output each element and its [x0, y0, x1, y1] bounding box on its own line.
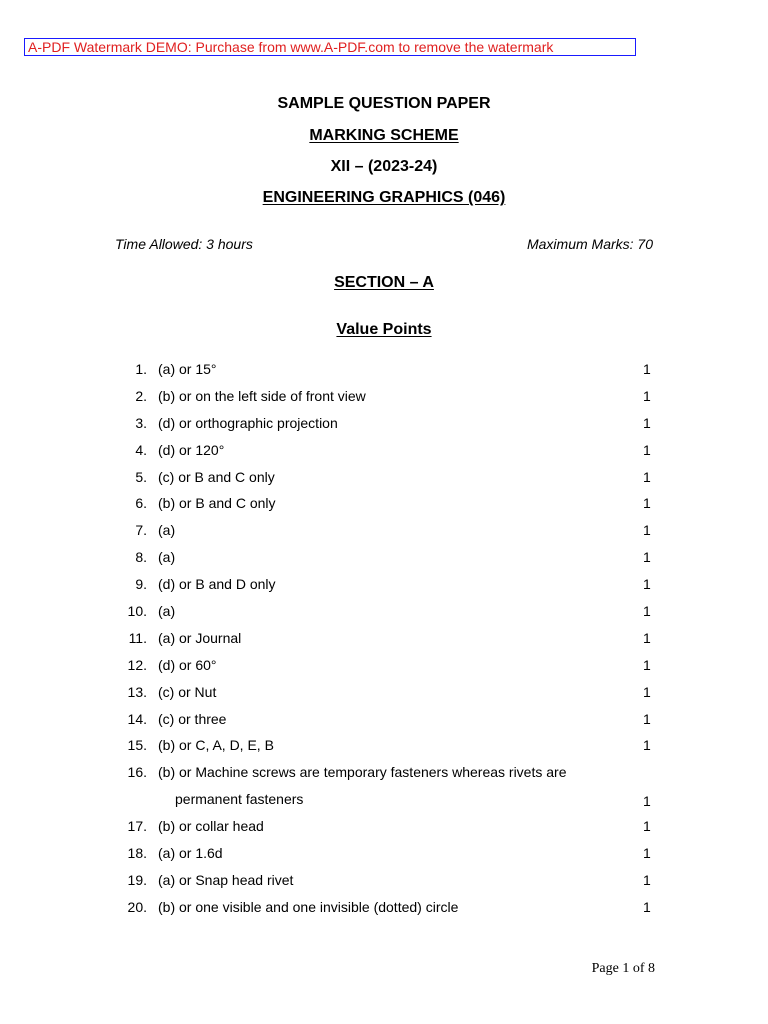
answer-mark: 1 [643, 629, 651, 646]
page-number: Page 1 of 8 [591, 961, 655, 976]
answer-text [158, 571, 628, 598]
answer-text-line: (a) [158, 522, 176, 539]
answer-mark: 1 [643, 468, 651, 485]
answer-text-line: (a) or Snap head rivet [158, 871, 294, 888]
answer-mark: 1 [643, 683, 651, 700]
marking-scheme-title: MARKING SCHEME [309, 127, 459, 144]
answer-text [158, 490, 628, 517]
maximum-marks: Maximum Marks: 70 [526, 236, 653, 252]
answer-row [0, 898, 768, 925]
answer-mark: 1 [643, 387, 651, 404]
answer-text [158, 625, 628, 652]
section-title: SECTION – A [334, 274, 434, 291]
watermark-link[interactable]: A-PDF Watermark DEMO: Purchase from www.A-PDF.com to remove the watermark [24, 38, 636, 56]
answer-number: 3. [135, 414, 147, 431]
answer-text [158, 867, 628, 894]
answer-text-line: (a) [158, 549, 176, 566]
answer-text [158, 383, 628, 410]
answer-text-line: (d) or 60° [158, 656, 217, 673]
answer-text-line: (c) or Nut [158, 683, 217, 700]
answer-mark: 1 [643, 603, 651, 620]
answer-number: 11. [128, 629, 147, 646]
answer-mark: 1 [643, 737, 651, 754]
answer-number: 9. [135, 576, 147, 593]
answer-text [158, 732, 628, 759]
answer-text [158, 517, 628, 544]
answer-number: 12. [127, 656, 147, 673]
answer-mark: 1 [643, 441, 651, 458]
time-allowed: Time Allowed: 3 hours [115, 236, 253, 252]
answer-text [158, 840, 628, 867]
answer-text-line: (b) or B and C only [158, 495, 276, 512]
answer-number: 6. [135, 495, 147, 512]
answer-text-line: (c) or B and C only [158, 468, 275, 485]
answer-row [0, 763, 768, 817]
answer-text-line: (a) or 1.6d [158, 845, 223, 862]
answer-mark: 1 [643, 576, 651, 593]
answer-number: 8. [135, 549, 147, 566]
paper-title: SAMPLE QUESTION PAPER [277, 95, 491, 112]
value-points-heading: Value Points [336, 321, 432, 338]
answer-list [0, 360, 768, 925]
answer-mark: 1 [643, 845, 651, 862]
answer-mark: 1 [643, 710, 651, 727]
answer-text [158, 894, 628, 921]
answer-text-line: (d) or B and D only [158, 576, 276, 593]
answer-number: 1. [135, 361, 147, 377]
answer-text [158, 652, 628, 679]
answer-text [158, 759, 628, 813]
answer-text-continuation: permanent fasteners [175, 791, 304, 808]
answer-text [158, 464, 628, 491]
answer-number: 20. [127, 898, 147, 915]
answer-number: 16. [127, 764, 147, 781]
answer-text-line: (b) or on the left side of front view [158, 387, 366, 404]
answer-mark: 1 [643, 361, 651, 377]
answer-text-line: (b) or collar head [158, 818, 264, 835]
subject-title: ENGINEERING GRAPHICS (046) [262, 189, 506, 206]
answer-text [158, 679, 628, 706]
answer-text [158, 598, 628, 625]
answer-number: 4. [135, 441, 147, 458]
answer-text-line: (b) or C, A, D, E, B [158, 737, 274, 754]
answer-text [158, 813, 628, 840]
answer-text [158, 437, 628, 464]
answer-text-line: (a) [158, 603, 176, 620]
answer-mark: 1 [643, 898, 651, 915]
answer-text-line: (a) or Journal [158, 629, 242, 646]
answer-number: 17. [127, 818, 147, 835]
answer-number: 15. [127, 737, 147, 754]
answer-mark: 1 [643, 414, 651, 431]
answer-text-line: (a) or 15° [158, 361, 217, 377]
answer-mark: 1 [643, 656, 651, 673]
answer-mark: 1 [643, 522, 651, 539]
answer-mark: 1 [643, 871, 651, 888]
answer-text-line: (d) or 120° [158, 441, 225, 458]
answer-number: 18. [127, 845, 147, 862]
answer-number: 14. [127, 710, 147, 727]
answer-text-line: (b) or Machine screws are temporary fasteners whereas rivets are [158, 764, 567, 781]
answer-number: 10. [127, 603, 147, 620]
answer-number: 7. [135, 522, 147, 539]
answer-text-line: (d) or orthographic projection [158, 414, 338, 431]
answer-mark: 1 [643, 495, 651, 512]
answer-text [158, 544, 628, 571]
answer-text-line: (b) or one visible and one invisible (dotted) circle [158, 898, 459, 915]
answer-mark: 1 [643, 793, 651, 810]
answer-text [158, 410, 628, 437]
answer-number: 2. [135, 387, 147, 404]
answer-number: 13. [127, 683, 147, 700]
answer-number: 5. [135, 468, 147, 485]
answer-text [158, 706, 628, 733]
answer-mark: 1 [643, 818, 651, 835]
answer-text [158, 356, 628, 383]
answer-mark: 1 [643, 549, 651, 566]
class-year: XII – (2023-24) [330, 158, 438, 175]
answer-number: 19. [127, 871, 147, 888]
answer-text-line: (c) or three [158, 710, 227, 727]
